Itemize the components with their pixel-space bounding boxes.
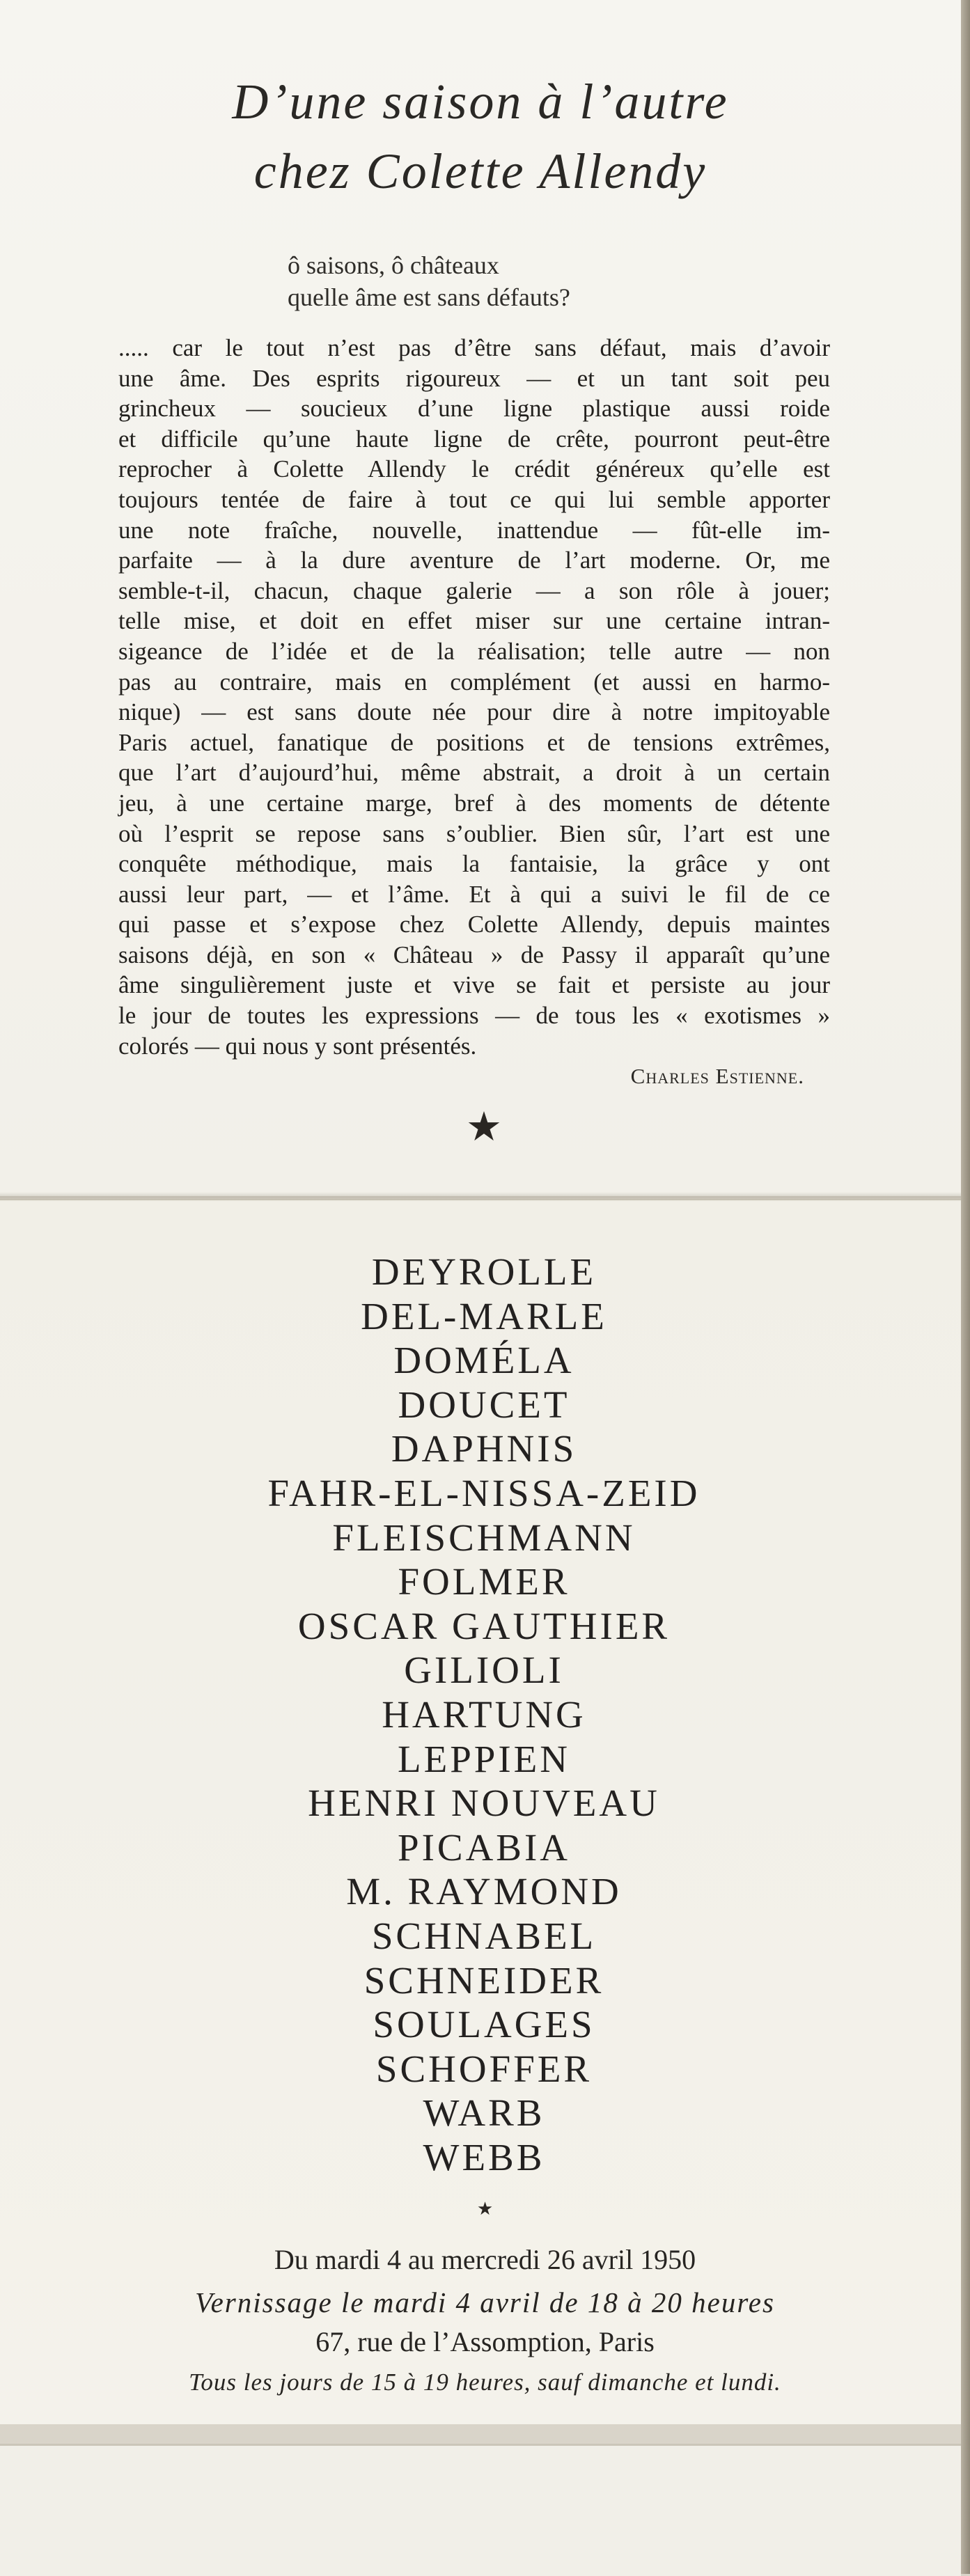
- artist-name: DOMÉLA: [393, 1339, 574, 1382]
- artist-name: HENRI NOUVEAU: [308, 1782, 660, 1825]
- title-line-2: chez Colette Allendy: [253, 143, 707, 199]
- essay-line: parfaite — à la dure aventure de l’art moderne. Or, me: [118, 547, 830, 574]
- essay-line: pas au contraire, mais en complément (et aussi en harmo-: [118, 668, 830, 696]
- epigraph: [288, 249, 570, 313]
- vernissage-line: Vernissage le mardi 4 avril de 18 à 20 heures: [195, 2286, 775, 2318]
- essay-line: qui passe et s’expose chez Colette Allendy, depuis maintes: [118, 911, 830, 938]
- artist-name: DEL-MARLE: [361, 1294, 607, 1337]
- essay-line: que l’art d’aujourd’hui, même abstrait, a droit à un certain: [118, 759, 830, 787]
- essay-line: jeu, à une certaine marge, bref à des moments de détente: [118, 789, 830, 817]
- epigraph-line: ô saisons, ô châteaux: [288, 251, 499, 279]
- star-ornament-icon: ★: [466, 1104, 502, 1149]
- essay-line: saisons déjà, en son « Château » de Passy il apparaît qu’une: [118, 941, 830, 968]
- essay-line: nique) — est sans doute née pour dire à notre impitoyable: [118, 698, 830, 726]
- small-star-icon: ★: [476, 2199, 494, 2219]
- essay-line: le jour de toutes les expressions — de tous les « exotismes »: [118, 1002, 830, 1030]
- essay-line: ..... car le tout n’est pas d’être sans défaut, mais d’avoir: [118, 334, 830, 361]
- artist-name: WARB: [423, 2091, 545, 2135]
- essay-line: aussi leur part, — et l’âme. Et à qui a suivi le fil de ce: [118, 880, 830, 908]
- fold-line: [0, 1192, 961, 1202]
- essay-line: telle mise, et doit en effet miser sur une certaine intran-: [118, 607, 830, 635]
- essay-line: reprocher à Colette Allendy le crédit généreux qu’elle est: [118, 455, 830, 483]
- gallery-address: 67, rue de l’Assomption, Paris: [315, 2326, 655, 2357]
- essay-line: âme singulièrement juste et vive se fait et persiste au jour: [118, 971, 830, 999]
- essay-line: sigeance de l’idée et de la réalisation; telle autre — non: [118, 637, 830, 665]
- artist-name: FLEISCHMANN: [332, 1516, 636, 1559]
- essay-line: et difficile qu’une haute ligne de crête, pourront peut-être: [118, 425, 830, 453]
- artist-name: DAPHNIS: [391, 1427, 577, 1470]
- essay-line: une âme. Des esprits rigoureux — et un tant soit peu: [118, 364, 830, 392]
- invitation-bottom-flap: [0, 2444, 961, 2576]
- title-line-1: D’une saison à l’autre: [232, 74, 729, 129]
- essay-line: semble-t-il, chacun, chaque galerie — a son rôle à jouer;: [118, 576, 830, 604]
- artist-name: DEYROLLE: [371, 1250, 597, 1293]
- artist-name: SCHNABEL: [371, 1914, 597, 1957]
- essay-line: grincheux — soucieux d’une ligne plastique aussi roide: [118, 395, 830, 423]
- artist-name: FOLMER: [398, 1560, 570, 1603]
- essay-line: colorés — qui nous y sont présentés.: [118, 1032, 477, 1060]
- artist-name: SOULAGES: [373, 2003, 595, 2046]
- artist-name: GILIOLI: [404, 1649, 564, 1692]
- essay-line: toujours tentée de faire à tout ce qui lui semble apporter: [118, 485, 830, 513]
- opening-hours: Tous les jours de 15 à 19 heures, sauf dimanche et lundi.: [189, 2369, 781, 2396]
- artist-name: M. RAYMOND: [346, 1870, 622, 1913]
- artist-name: SCHNEIDER: [363, 1958, 604, 2002]
- artist-list: [0, 1250, 968, 2179]
- essay-text: [118, 333, 830, 1061]
- essay-line: une note fraîche, nouvelle, inattendue — fût-elle im-: [118, 516, 830, 544]
- author-signature: Charles Estienne.: [630, 1064, 804, 1088]
- artist-name: FAHR-EL-NISSA-ZEID: [267, 1471, 701, 1514]
- artist-name: SCHOFFER: [375, 2047, 593, 2090]
- essay-line: Paris actuel, fanatique de positions et de tensions extrêmes,: [118, 728, 830, 756]
- artist-name: DOUCET: [398, 1383, 570, 1426]
- exhibition-dates: Du mardi 4 au mercredi 26 avril 1950: [274, 2244, 696, 2275]
- artist-name: WEBB: [423, 2135, 545, 2178]
- essay-line: où l’esprit se repose sans s’oublier. Bien sûr, l’art est une: [118, 819, 830, 847]
- essay-line: conquête méthodique, mais la fantaisie, la grâce y ont: [118, 850, 830, 878]
- artist-name: LEPPIEN: [398, 1737, 570, 1780]
- epigraph-line: quelle âme est sans défauts?: [288, 283, 570, 311]
- artist-name: OSCAR GAUTHIER: [297, 1604, 671, 1647]
- artist-name: HARTUNG: [382, 1693, 586, 1736]
- artist-name: PICABIA: [397, 1825, 571, 1869]
